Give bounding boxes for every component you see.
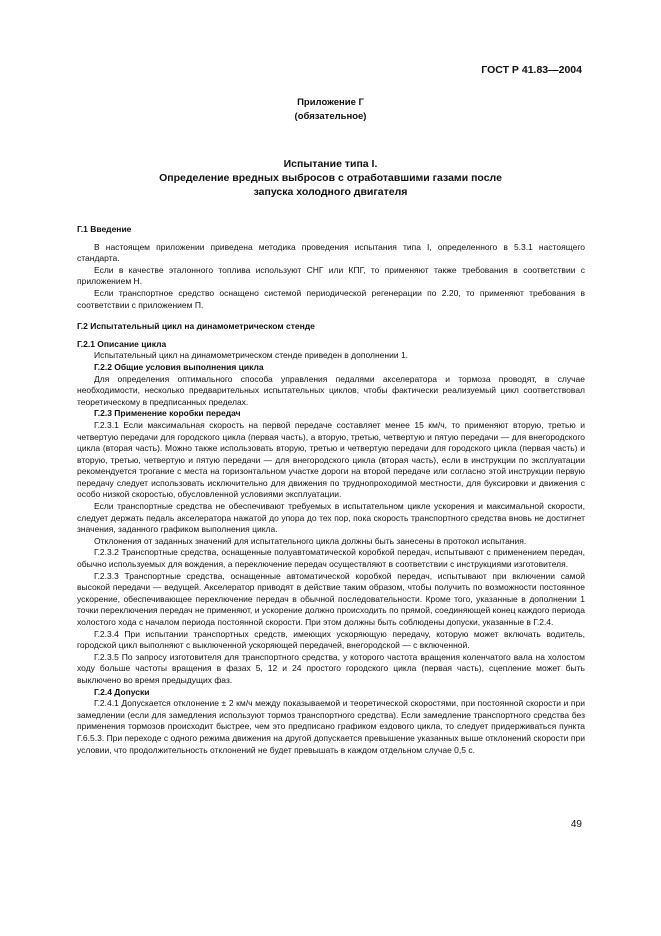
paragraph: Испытательный цикл на динамометрическом стенде приведен в дополнении 1.	[94, 350, 409, 361]
paragraph: Г.2.3.3 Транспортные средства, оснащенные автоматической коробкой передач, испытывают при включении самой высокой передачи — ведущей. Акселератор приводят в действие таким образом, чтобы получить по возможности постоянное ускорение, обеспечивающее переключение передач в обычной последовательности. Кроме того, указанные в дополнении 1 точки переключения передач не применяют, и ускорение должно происходить по прямой, соединяющей конец каждого периода холостого хода с началом периода постоянной скорости. При этом должны быть соблюдены допуски, указанные в Г.2.4.	[77, 570, 585, 627]
page-number: 49	[570, 819, 582, 830]
paragraph: Для определения оптимального способа управления педалями акселератора и тормоза проводят, в случае необходимости, несколько предварительных испытательных циклов, чтобы фактически реализуемый цикл соответствовал теоретическому в предписанных пределах.	[77, 373, 585, 407]
appendix-heading	[0, 96, 661, 124]
paragraph: Г.2.3.2 Транспортные средства, оснащенные полуавтоматической коробкой передач, испытывают с применением передач, обычно используемых для вождения, а переключение передач осуществляют в соответствии с инструкциями изготовителя.	[77, 547, 585, 570]
document-code: ГОСТ Р 41.83—2004	[481, 64, 582, 76]
section-heading-g21: Г.2.1 Описание цикла	[77, 338, 167, 349]
paragraph: Отклонения от заданных значений для испытательного цикла должны быть занесены в протокол испытания.	[94, 535, 527, 546]
paragraph: Г.2.4.1 Допускается отклонение ± 2 км/ч между показываемой и теоретической скоростями, при постоянной скорости и при замедлении (если для замедления используют тормоз транспортного средства). Если замедление транспортного средства без применения тормозов происходит быстрее, чем это предписано графиком ездового цикла, то следует придерживаться пункта Г.6.5.3. При переходе с одного режима движения на другой допускается превышение указанных выше отклонений скорости при условии, что продолжительность отклонений не будет превышать в каждом отдельном случае 0,5 с.	[77, 698, 585, 755]
section-heading-g23: Г.2.3 Применение коробки передач	[94, 408, 241, 419]
paragraph: В настоящем приложении приведена методика проведения испытания типа I, определенного в 5.3.1 настоящего стандарта.	[77, 241, 585, 264]
section-heading-g24: Г.2.4 Допуски	[94, 686, 150, 697]
paragraph: Если транспортное средство оснащено системой периодической регенерации по 2.20, то применяют требования в соответствии с приложением П.	[77, 287, 585, 310]
title-line-1: Испытание типа I.	[283, 158, 378, 170]
section-heading-g2: Г.2 Испытательный цикл на динамометрическом стенде	[77, 321, 315, 332]
paragraph: Если транспортные средства не обеспечивают требуемых в испытательном цикле ускорения и максимальной скорости, следует держать педаль акселератора нажатой до упора до тех пор, пока скорость транспортного средства вновь не достигнет значения, заданного графиком выполнения цикла.	[77, 501, 585, 535]
title-line-2: Определение вредных выбросов с отработавшими газами после	[159, 172, 502, 184]
appendix-label: Приложение Г	[297, 97, 364, 108]
document-body	[77, 224, 585, 756]
paragraph: Если в качестве эталонного топлива используют СНГ или КПГ, то применяют также требования в соответствии с приложением Н.	[77, 264, 585, 287]
appendix-title	[0, 157, 661, 199]
paragraph: Г.2.3.5 По запросу изготовителя для транспортного средства, у которого частота вращения коленчатого вала на холостом ходу больше частоты вращения в фазах 5, 12 и 24 простого городского цикла (первая часть), сцепление может быть выключено во время предыдущих фаз.	[77, 651, 585, 685]
appendix-status: (обязательное)	[294, 111, 367, 122]
title-line-3: запуска холодного двигателя	[253, 186, 408, 198]
section-heading-g1: Г.1 Введение	[77, 224, 132, 234]
section-heading-g22: Г.2.2 Общие условия выполнения цикла	[94, 361, 264, 372]
paragraph: Г.2.3.1 Если максимальная скорость на первой передаче составляет менее 15 км/ч, то применяют вторую, третью и четвертую передачи для городского цикла (первая часть), а вторую, третью, четвертую и пятую передачи — для внегородского цикла (вторая часть). Можно также использовать вторую, третью и четвертую передачи для городского цикла (первая часть) и вторую, третью, четвертую и пятую передачи — для внегородского цикла (вторая часть), если в инструкции по эксплуатации рекомендуется трогание с места на горизонтальном участке дороги на второй передаче или согласно этой инструкции первую передачу следует использовать исключительно для движения по труднопроходимой местности, для буксировки и движения с особо низкой скоростью, обусловленной условиями эксплуатации.	[77, 419, 585, 500]
paragraph: Г.2.3.4 При испытании транспортных средств, имеющих ускоряющую передачу, которую может включать водитель, городской цикл выполняют с выключенной ускоряющей передачей, внегородской — с включенной.	[77, 628, 585, 651]
